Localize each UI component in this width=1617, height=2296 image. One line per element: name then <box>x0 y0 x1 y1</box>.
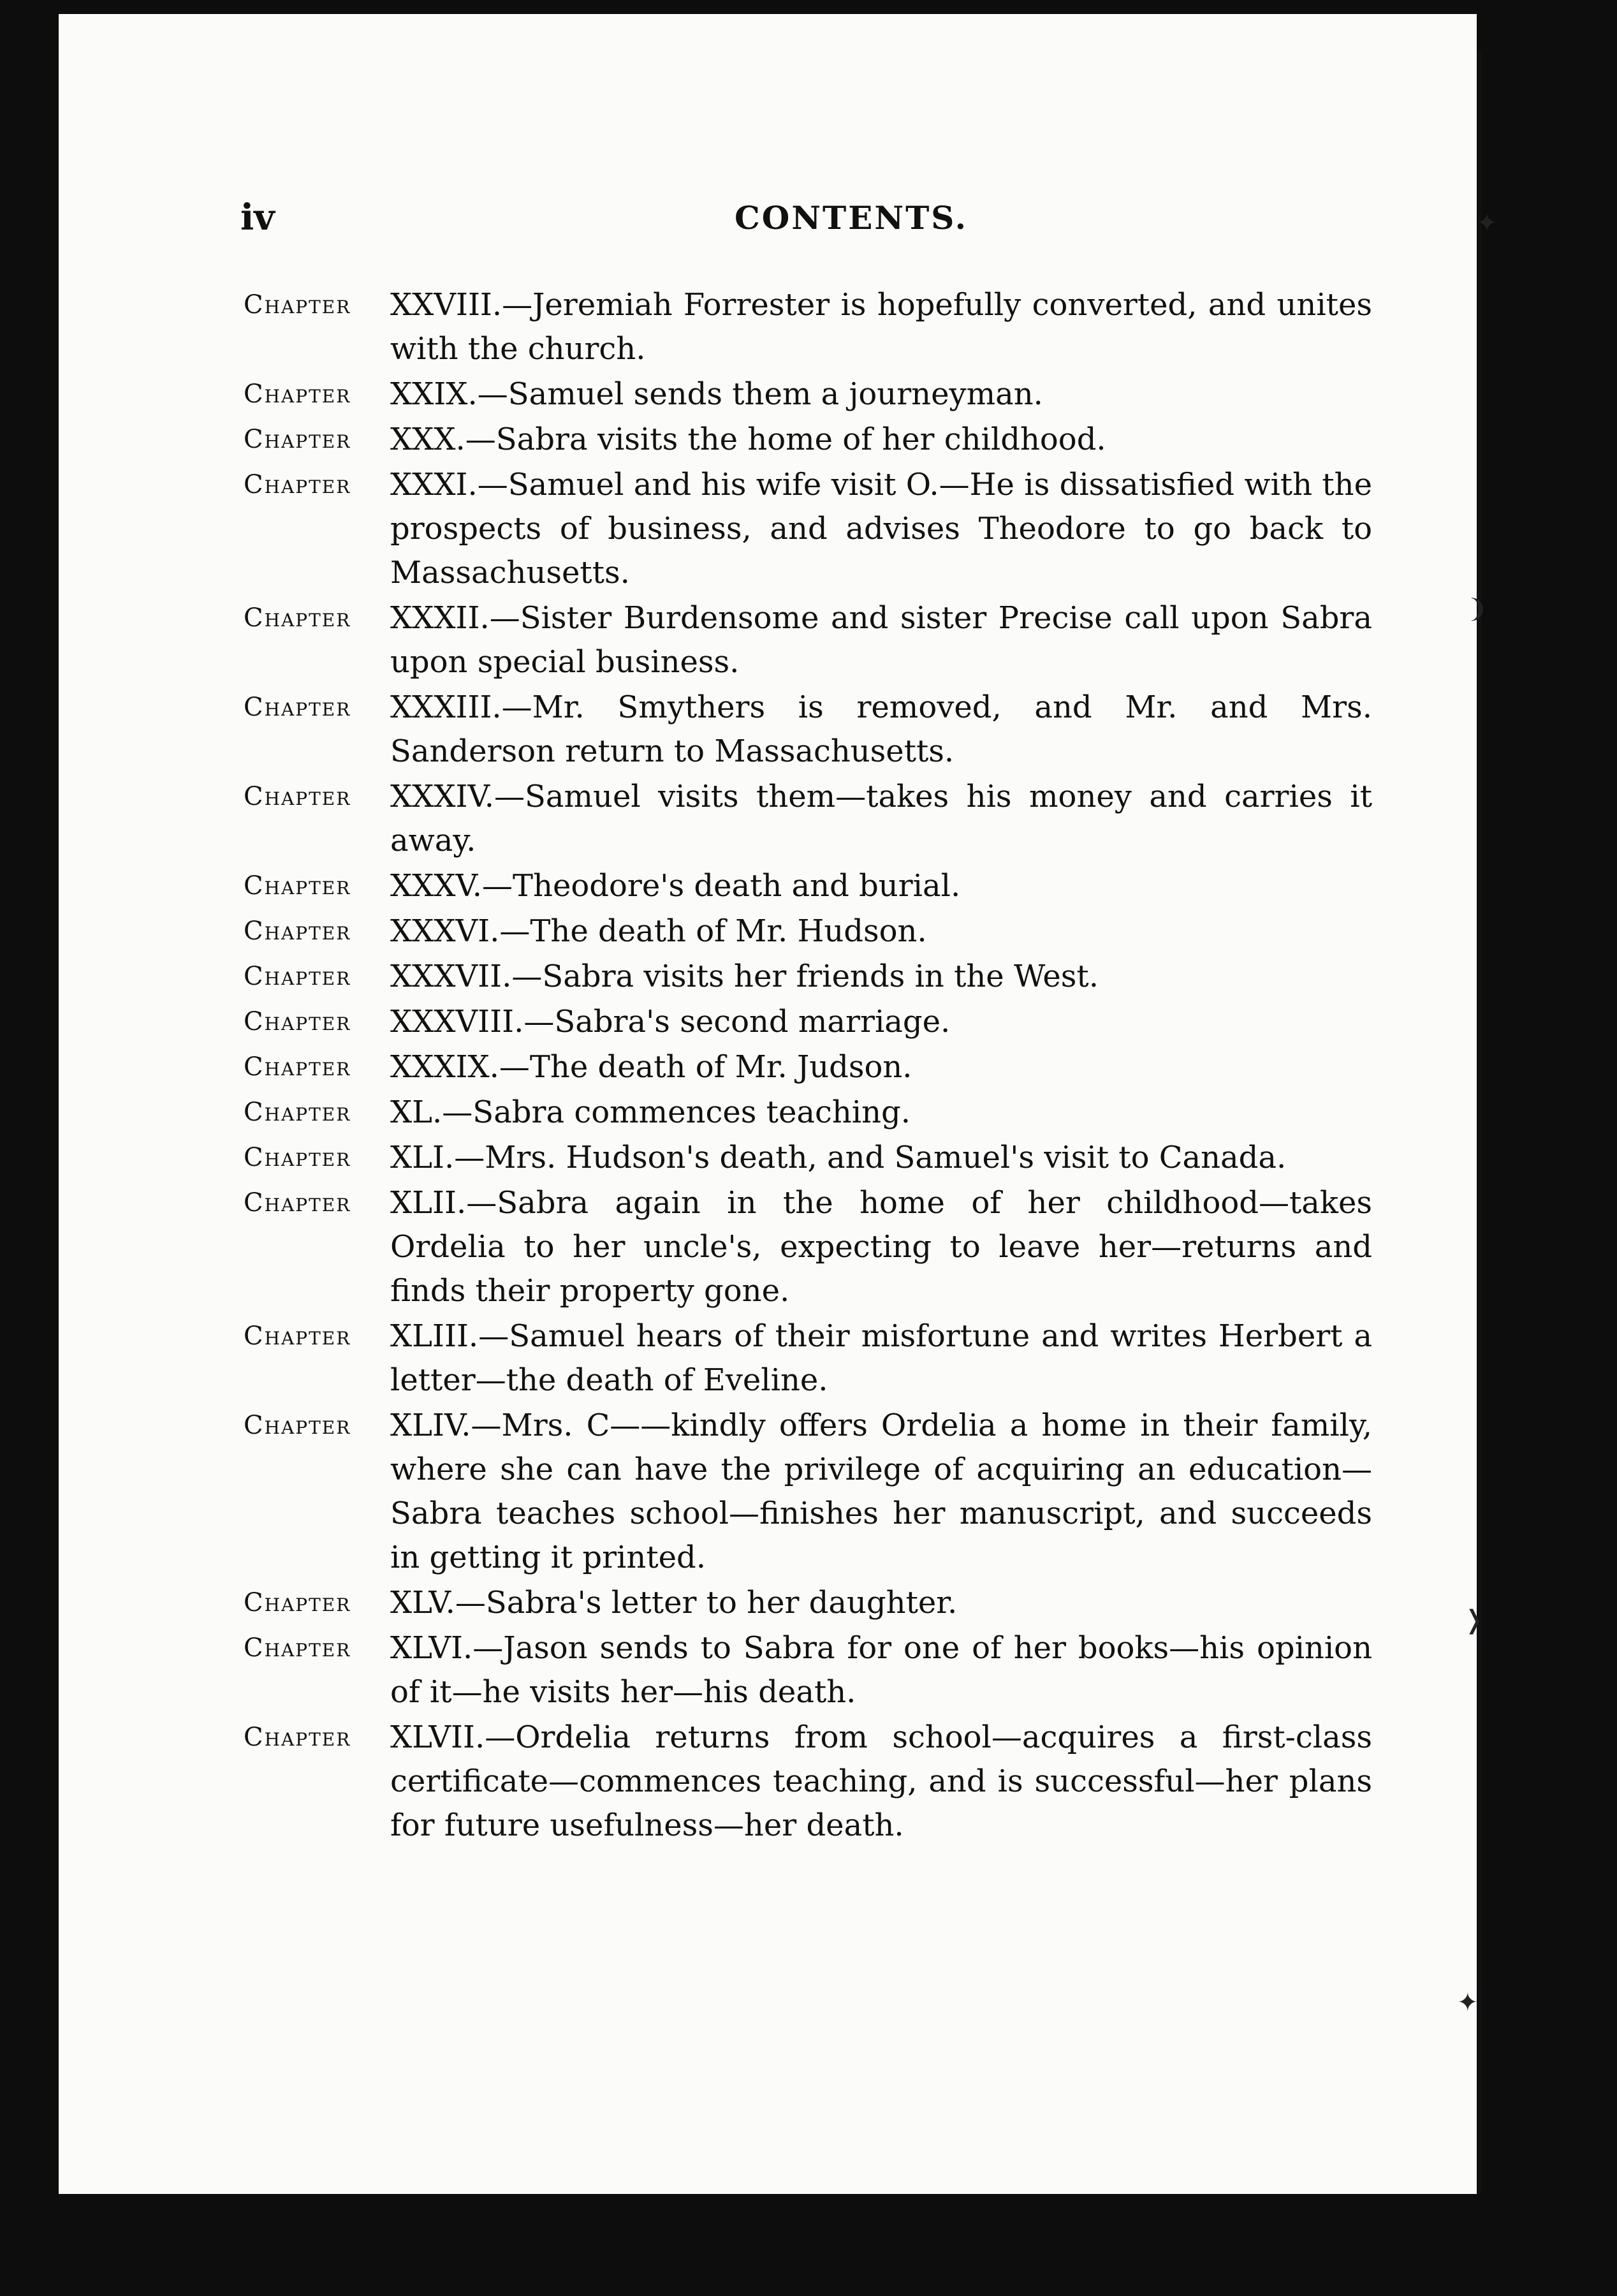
toc-entry-xxxvi <box>244 909 1372 953</box>
chapter-description: XXXII.—Sister Burdensome and sister Precise call upon Sabra upon special business. <box>390 600 1372 680</box>
chapter-description: XXX.—Sabra visits the home of her childhood. <box>390 422 1106 457</box>
chapter-label: Chapter <box>244 871 351 901</box>
chapter-description: XLVI.—Jason sends to Sabra for one of her books—his opinion of it—he visits her—his death. <box>390 1630 1372 1710</box>
chapter-description: XLII.—Sabra again in the home of her childhood—takes Ordelia to her uncle's, expecting to leave her—returns and finds their property gone. <box>390 1185 1372 1309</box>
chapter-label: Chapter <box>244 782 351 811</box>
chapter-description: XLV.—Sabra's letter to her daughter. <box>390 1585 958 1621</box>
scan-border <box>59 2194 1487 2232</box>
toc-entry-xxxv <box>244 864 1372 908</box>
chapter-description: XLI.—Mrs. Hudson's death, and Samuel's visit to Canada. <box>390 1140 1287 1175</box>
toc-entry-xxxiii <box>244 686 1372 774</box>
table-of-contents <box>244 283 1372 1849</box>
chapter-label: Chapter <box>244 693 351 722</box>
toc-entry-xxviii <box>244 283 1372 371</box>
binding-mark-icon: ❩ <box>1467 594 1488 624</box>
chapter-description: XL.—Sabra commences teaching. <box>390 1094 911 1130</box>
toc-entry-xlii <box>244 1181 1372 1313</box>
toc-entry-xxxvii <box>244 955 1372 999</box>
binding-mark-icon: ❭ <box>1463 1605 1485 1635</box>
toc-entry-xliii <box>244 1314 1372 1402</box>
chapter-description: XLVII.—Ordelia returns from school—acquires a first-class certificate—commences teaching, and is successful—her plans for future usefulness—her death. <box>390 1719 1372 1843</box>
chapter-label: Chapter <box>244 425 351 454</box>
chapter-label: Chapter <box>244 1723 351 1752</box>
chapter-label: Chapter <box>244 470 351 499</box>
chapter-description: XXXVI.—The death of Mr. Hudson. <box>390 913 927 949</box>
chapter-label: Chapter <box>244 379 351 409</box>
toc-entry-xl <box>244 1091 1372 1135</box>
binding-mark-icon: ✦ <box>1476 209 1498 238</box>
toc-entry-xli <box>244 1136 1372 1180</box>
page-title: CONTENTS. <box>735 199 969 237</box>
chapter-description: XXXI.—Samuel and his wife visit O.—He is dissatisfied with the prospects of business, and advises Theodore to go back to Massachusetts. <box>390 467 1372 591</box>
chapter-description: XXXIV.—Samuel visits them—takes his money and carries it away. <box>390 779 1372 858</box>
chapter-label: Chapter <box>244 1098 351 1127</box>
toc-entry-xxix <box>244 372 1372 416</box>
toc-entry-xlv <box>244 1581 1372 1625</box>
chapter-label: Chapter <box>244 962 351 991</box>
chapter-description: XXXVII.—Sabra visits her friends in the West. <box>390 959 1099 994</box>
chapter-label: Chapter <box>244 1143 351 1172</box>
chapter-label: Chapter <box>244 1052 351 1082</box>
toc-entry-xxx <box>244 418 1372 462</box>
chapter-description: XXXIX.—The death of Mr. Judson. <box>390 1049 912 1085</box>
toc-entry-xliv <box>244 1404 1372 1580</box>
chapter-label: Chapter <box>244 290 351 320</box>
chapter-description: XXXVIII.—Sabra's second marriage. <box>390 1004 951 1040</box>
chapter-description: XXIX.—Samuel sends them a journeyman. <box>390 376 1043 412</box>
chapter-description: XXXIII.—Mr. Smythers is removed, and Mr. and Mrs. Sanderson return to Massachusetts. <box>390 689 1372 769</box>
chapter-label: Chapter <box>244 1633 351 1663</box>
chapter-description: XXVIII.—Jeremiah Forrester is hopefully converted, and unites with the church. <box>390 287 1372 367</box>
toc-entry-xlvii <box>244 1716 1372 1848</box>
toc-entry-xxxiv <box>244 775 1372 863</box>
toc-entry-xxxix <box>244 1045 1372 1089</box>
chapter-label: Chapter <box>244 1588 351 1617</box>
chapter-label: Chapter <box>244 916 351 946</box>
chapter-label: Chapter <box>244 1321 351 1351</box>
running-head <box>240 193 1235 244</box>
toc-entry-xlvi <box>244 1626 1372 1714</box>
toc-entry-xxxii <box>244 596 1372 684</box>
page-number: iv <box>240 196 275 239</box>
toc-entry-xxxi <box>244 463 1372 595</box>
chapter-label: Chapter <box>244 1007 351 1036</box>
chapter-label: Chapter <box>244 1411 351 1440</box>
chapter-label: Chapter <box>244 603 351 633</box>
binding-mark-icon: ✦ <box>1457 1988 1479 2017</box>
page-edge-line <box>1478 51 1482 2232</box>
toc-entry-xxxviii <box>244 1000 1372 1044</box>
chapter-description: XLIV.—Mrs. C——kindly offers Ordelia a home in their family, where she can have the privilege of acquiring an education—Sabra teaches school—finishes her manuscript, and succeeds in getting it printed. <box>390 1408 1372 1575</box>
chapter-description: XXXV.—Theodore's death and burial. <box>390 868 961 904</box>
chapter-description: XLIII.—Samuel hears of their misfortune and writes Herbert a letter—the death of Eveline. <box>390 1318 1372 1398</box>
book-page <box>59 14 1477 2194</box>
chapter-label: Chapter <box>244 1188 351 1218</box>
